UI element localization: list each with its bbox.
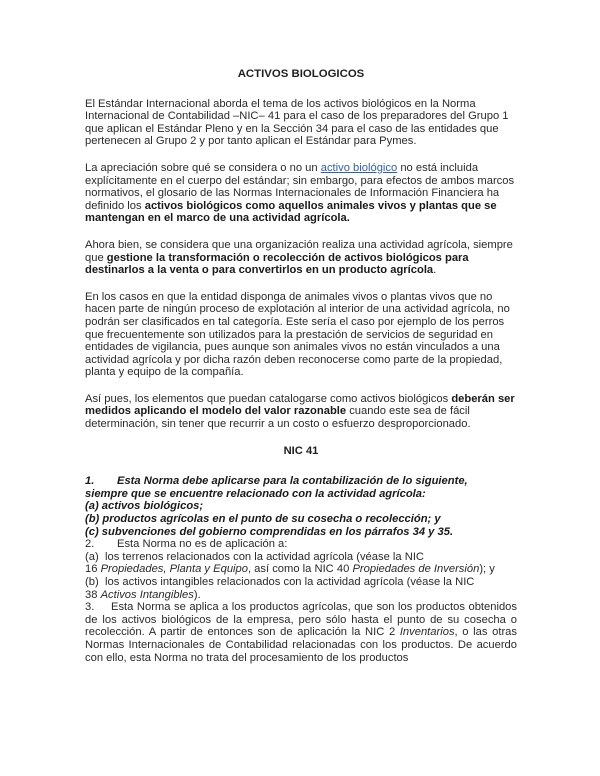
paragraph-definition-text: La apreciación sobre qué se considera o no un xyxy=(85,161,321,174)
nic-item-1-number: 1. xyxy=(85,475,95,488)
nic-item-1-lead-2: siempre que se encuentre relacionado con la actividad agrícola: xyxy=(85,487,426,500)
nic-item-2-a-cont-italic-2: Propiedades de Inversión xyxy=(352,563,480,576)
paragraph-medicion-end: cuando este sea de fácil determinación, sin tener que recurrir a un costo o esfuerzo desproporcionado. xyxy=(85,405,471,431)
nic-item-3-italic: Inventarios xyxy=(399,626,455,639)
nic-item-2-a-cont-italic-1: Propiedades, Planta y Equipo xyxy=(100,563,248,576)
activo-biologico-link[interactable]: activo biológico xyxy=(320,161,398,174)
nic-item-3 xyxy=(85,601,517,664)
nic-item-1-c: (c) subvenciones del gobierno comprendidas en los párrafos 34 y 35. xyxy=(85,525,454,538)
nic-41-heading: NIC 41 xyxy=(283,444,319,457)
nic-item-1-lead-text: Esta Norma debe aplicarse para la contabilización de lo siguiente, xyxy=(117,475,468,488)
nic-item-2-a-cont-2: , así como la NIC 40 xyxy=(247,563,353,576)
paragraph-actividad xyxy=(85,239,517,277)
paragraph-definition-bold: activos biológicos como aquellos animales vivos y plantas que se mantengan en el marco de una actividad agrícola. xyxy=(85,199,497,225)
paragraph-ejemplo: En los casos en que la entidad disponga de animales vivos o plantas vivos que no hacen parte de ningún proceso de explotación al interior de una actividad agrícola, no podrán ser clasificados en tal categoría. Este sería el caso por ejemplo de los perros que frecuentemente son utilizados para la prestación de servicios de seguridad en entidades de vigilancia, pues aunque son animales vivos no están vinculados a una actividad agrícola y por dicha razón deben reconocerse como parte de la propiedad, planta y equipo de la compañía. xyxy=(85,290,510,379)
nic-item-2-b xyxy=(85,576,517,589)
document-body xyxy=(85,68,517,664)
paragraph-actividad-end: . xyxy=(433,264,437,277)
paragraph-intro: El Estándar Internacional aborda el tema de los activos biológicos en la Norma Internacional de Contabilidad –NIC– 41 para el caso de los preparadores del Grupo 1 que aplican el Estándar Pleno y en la Sección 34 para el caso de las entidades que pertenecen al Grupo 2 y por tanto aplican el Estándar para Pymes. xyxy=(85,97,509,148)
nic-item-2-a-label: (a) xyxy=(85,550,99,563)
nic-item-2-b-cont-1: 38 xyxy=(85,588,101,601)
nic-item-3-text-2: , o las otras Normas Internacionales de Contabilidad relacionadas con los productos. De acuerdo con ello, esta Norma no trata del procesamiento de los productos xyxy=(85,626,517,664)
nic-item-2-b-text: los activos intangibles relacionados con la actividad agrícola (véase la NIC xyxy=(105,576,475,588)
nic-item-1-a: (a) activos biológicos; xyxy=(85,500,204,513)
paragraph-actividad-text: Ahora bien, se considera que una organización realiza una actividad agrícola, siempre que xyxy=(85,238,513,264)
nic-item-2-a-cont-3: ); y xyxy=(479,563,495,576)
paragraph-medicion-text: Así pues, los elementos que puedan catalogarse como activos biológicos xyxy=(85,392,452,405)
nic-item-2-number: 2. xyxy=(85,538,95,551)
nic-item-2-a-cont-1: 16 xyxy=(85,563,101,576)
nic-item-2-b-cont-2: ). xyxy=(193,588,201,601)
nic-item-2-b-cont xyxy=(85,589,517,602)
paragraph-actividad-bold: gestione la transformación o recolección de activos biológicos para destinarlos a la venta o para convertirlos en un producto agrícola xyxy=(85,251,469,277)
nic-item-1 xyxy=(85,475,517,538)
paragraph-definition xyxy=(85,162,517,225)
nic-item-2 xyxy=(85,538,517,601)
nic-item-2-lead xyxy=(85,538,517,551)
paragraph-medicion-bold: deberán ser medidos aplicando el modelo del valor razonable xyxy=(85,392,515,418)
nic-item-2-a xyxy=(85,551,517,564)
nic-item-3-text-1: Esta Norma se aplica a los productos agrícolas, que son los productos obtenidos de los activos biológicos de la empresa, pero sólo hasta el punto de su cosecha o recolección. A partir de entonces son de aplicación la NIC 2 xyxy=(85,601,517,639)
paragraph-definition-text-2: no está incluida explícitamente en el cuerpo del estándar; sin embargo, para efectos de ambos marcos normativos, el glosario de las Normas Internacionales de Información Financiera ha definido los xyxy=(85,161,515,212)
nic-item-2-b-label: (b) xyxy=(85,576,99,588)
nic-item-1-lead xyxy=(85,475,517,488)
nic-item-2-b-cont-italic: Activos Intangibles xyxy=(100,588,194,601)
nic-item-1-b: (b) productos agrícolas en el punto de su cosecha o recolección; y xyxy=(85,513,441,526)
paragraph-medicion xyxy=(85,393,517,431)
nic-item-3-number: 3. xyxy=(85,601,95,614)
nic-item-2-a-cont xyxy=(85,563,517,576)
page-title: ACTIVOS BIOLOGICOS xyxy=(237,68,365,80)
nic-item-2-lead-text: Esta Norma no es de aplicación a: xyxy=(117,538,288,551)
nic-item-2-a-text: los terrenos relacionados con la actividad agrícola (véase la NIC xyxy=(105,550,425,563)
